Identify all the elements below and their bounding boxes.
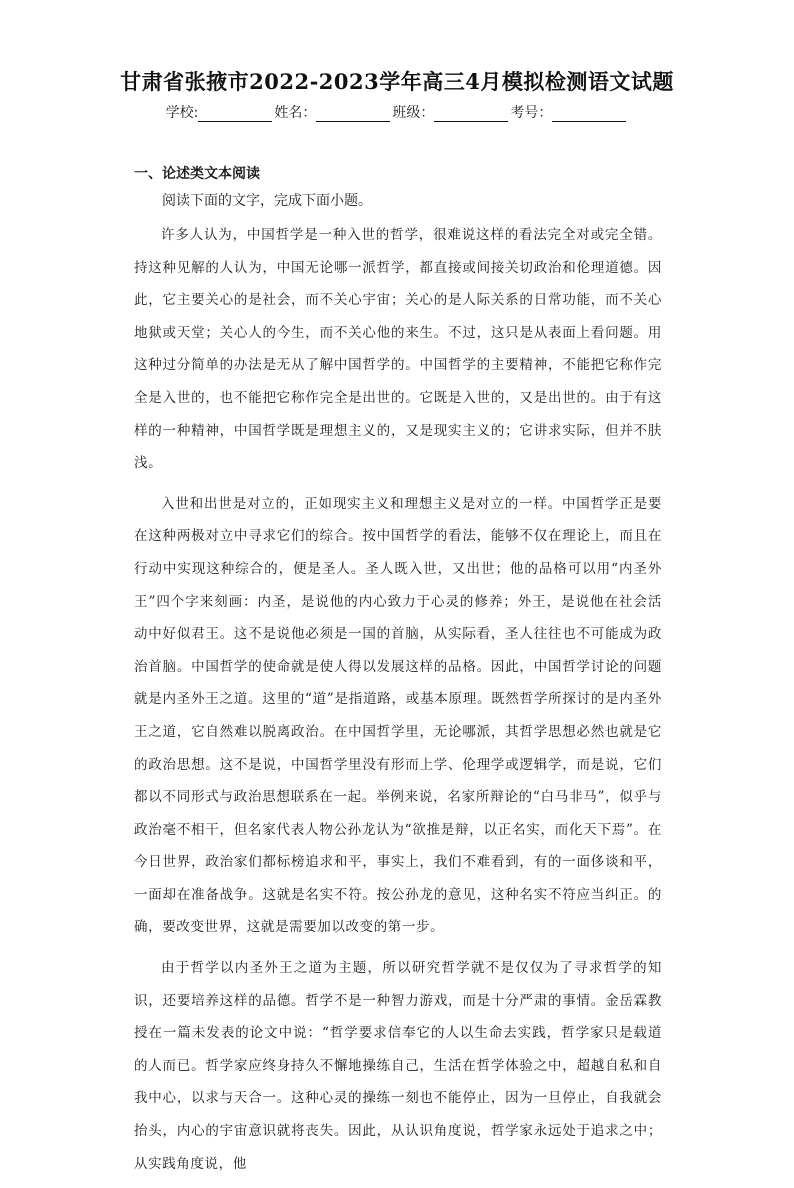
school-blank[interactable] (198, 107, 272, 122)
passage-paragraph-3: 由于哲学以内圣外王之道为主题，所以研究哲学就不是仅仅为了寻求哲学的知识，还要培养这样的品德。哲学不是一种智力游戏，而是十分严肃的事情。金岳霖教授在一篇未发表的论文中说：“哲学要求信奉它的人以生命去实践，哲学家只是载道的人而已。哲学家应终身持久不懈地操练自己，生活在哲学体验之中，超越自私和自我中心，以求与天合一。这种心灵的操练一刻也不能停止，因为一旦停止，自我就会抬头，内心的宇宙意识就将丧失。因此，从认识角度说，哲学家永远处于追求之中；从实践角度说，他 (134, 960, 662, 1172)
passage-paragraph-2: 入世和出世是对立的，正如现实主义和理想主义是对立的一样。中国哲学正是要在这种两极对立中寻求它们的综合。按中国哲学的看法，能够不仅在理论上，而且在行动中实现这种综合的，便是圣人。圣人既入世，又出世；他的品格可以用“内圣外王”四个字来刻画：内圣，是说他的内心致力于心灵的修养；外王，是说他在社会活动中好似君王。这不是说他必须是一国的首脑，从实际看，圣人往往也不可能成为政治首脑。中国哲学的使命就是使人得以发展这样的品格。因此，中国哲学讨论的问题就是内圣外王之道。这里的“道”是指道路，或基本原理。既然哲学所探讨的是内圣外王之道，它自然难以脱离政治。在中国哲学里，无论哪派，其哲学思想必然也就是它的政治思想。这不是说，中国哲学里没有形而上学、伦理学或逻辑学，而是说，它们都以不同形式与政治思想联系在一起。举例来说，名家所辩论的“白马非马”，似乎与政治毫不相干，但名家代表人物公孙龙认为“欲推是辩，以正名实，而化天下焉”。在今日世界，政治家们都标榜追求和平，事实上，我们不难看到，有的一面侈谈和平，一面却在准备战争。这就是名实不符。按公孙龙的意见，这种名实不符应当纠正。的确，要改变世界，这就是需要加以改变的第一步。 (134, 495, 662, 936)
exam-number-label: 考号： (510, 105, 553, 121)
exam-number-blank[interactable] (552, 107, 626, 122)
school-label: 学校: (165, 105, 199, 121)
student-info-line (0, 102, 794, 122)
passage-paragraph-1: 许多人认为，中国哲学是一种入世的哲学，很难说这样的看法完全对或完全错。持这种见解的人认为，中国无论哪一派哲学，都直接或间接关切政治和伦理道德。因此，它主要关心的是社会，而不关心宇宙；关心的是人际关系的日常功能，而不关心地狱或天堂；关心人的今生，而不关心他的来生。不过，这只是从表面上看问题。用这种过分简单的办法是无从了解中国哲学的。中国哲学的主要精神，不能把它称作完全是入世的，也不能把它称作完全是出世的。它既是入世的，又是出世的。由于有这样的一种精神，中国哲学既是理想主义的，又是现实主义的；它讲求实际，但并不肤浅。 (134, 227, 662, 472)
class-label: 班级： (392, 105, 435, 121)
section-heading: 一、论述类文本阅读 (134, 166, 260, 182)
passage-body (134, 219, 662, 1188)
exam-title: 甘肃省张掖市2022-2023学年高三4月模拟检测语文试题 (120, 69, 674, 94)
reading-instruction: 阅读下面的文字，完成下面小题。 (162, 193, 372, 209)
name-label: 姓名： (274, 105, 317, 121)
class-blank[interactable] (434, 107, 508, 122)
name-blank[interactable] (316, 107, 390, 122)
